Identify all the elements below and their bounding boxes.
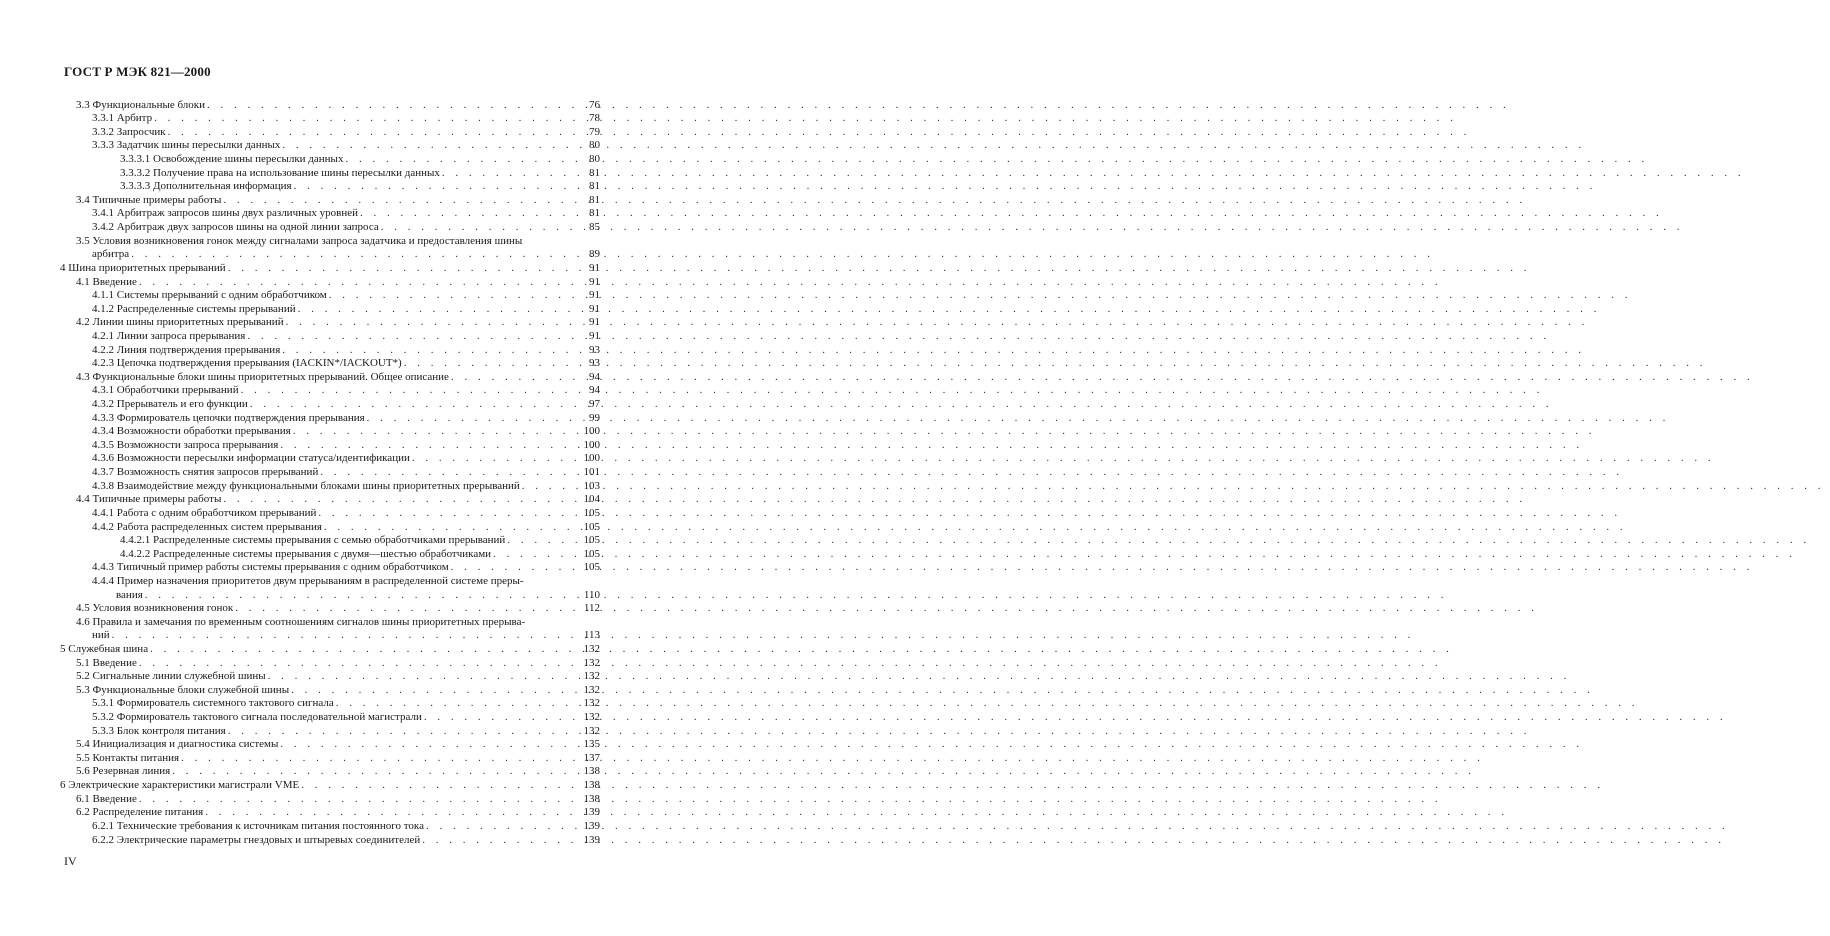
toc-entry-label: 6.2.2 Электрические параметры гнездовых и штыревых соединителей <box>92 833 421 846</box>
toc-leader-dots <box>367 412 576 425</box>
toc-entry <box>60 493 600 507</box>
toc-entry-label: 4.4.2.1 Распределенные системы прерывания с семью обработчиками прерываний <box>120 534 506 547</box>
toc-leader-dots <box>298 303 576 316</box>
toc-leader-dots <box>329 289 576 302</box>
toc-entry-label: 5.5 Контакты питания <box>76 751 180 764</box>
toc-entry <box>60 248 600 262</box>
toc-entry-label: 3.3.3.2 Получение права на использование шины пересылки данных <box>120 166 440 179</box>
toc-entry <box>60 139 600 153</box>
toc-entry <box>60 710 600 724</box>
toc-entry-page: 91 <box>589 289 600 302</box>
toc-entry-page: 93 <box>589 357 600 370</box>
toc-entry-page: 138 <box>583 779 600 792</box>
toc-entry-label: 5.3.1 Формирователь системного тактового сигнала <box>92 697 334 710</box>
toc-entry <box>60 724 600 738</box>
toc-entry-page: 132 <box>583 697 600 710</box>
toc-leader-dots <box>282 344 576 357</box>
toc-leader-dots <box>235 602 576 615</box>
toc-entry-label: 5.1 Введение <box>76 656 137 669</box>
toc-leader-dots <box>241 384 576 397</box>
toc-entry-page: 105 <box>583 547 600 560</box>
toc-leader-dots <box>280 738 576 751</box>
toc-leader-dots <box>291 684 576 697</box>
toc-leader-dots <box>404 357 576 370</box>
toc-leader-dots <box>301 779 576 792</box>
toc-entry-page: 132 <box>583 642 600 655</box>
toc-entry <box>60 370 600 384</box>
toc-entry-label: 5 Служебная шина <box>60 642 149 655</box>
document-header: ГОСТ Р МЭК 821—2000 <box>64 64 211 79</box>
toc-entry <box>60 397 600 411</box>
toc-entry-label: 5.2 Сигнальные линии служебной шины <box>76 670 266 683</box>
toc-entry <box>60 833 600 847</box>
toc-entry-page: 139 <box>583 833 600 846</box>
toc-entry-page: 76 <box>589 98 600 111</box>
toc-entry <box>60 425 600 439</box>
toc-leader-dots <box>139 793 576 806</box>
toc-entry-label: 4.2.1 Линии запроса прерывания <box>92 329 246 342</box>
toc-entry <box>60 697 600 711</box>
toc-leader-dots <box>318 507 576 520</box>
toc-leader-dots <box>493 548 576 561</box>
toc-entry-page: 132 <box>583 670 600 683</box>
toc-entry-page: 99 <box>589 411 600 424</box>
toc-entry-page: 78 <box>589 112 600 125</box>
toc-entry-page: 81 <box>589 193 600 206</box>
toc-entry-label: 4.2 Линии шины приоритетных прерываний <box>76 316 284 329</box>
toc-leader-dots <box>282 139 576 152</box>
toc-entry-label: 4.1.1 Системы прерываний с одним обработчиком <box>92 289 327 302</box>
toc-entry-label: 4.3.8 Взаимодействие между функциональными блоками шины приоритетных прерываний <box>92 479 520 492</box>
toc-entry-label: вания <box>116 588 143 601</box>
toc-entry-label: 5.3.3 Блок контроля питания <box>92 724 226 737</box>
toc-entry-page: 132 <box>583 656 600 669</box>
toc-entry <box>60 751 600 765</box>
toc-entry-page: 80 <box>589 153 600 166</box>
toc-entry-page: 81 <box>589 166 600 179</box>
toc-leader-dots <box>112 629 576 642</box>
toc-entry-label: 4 Шина приоритетных прерываний <box>60 261 226 274</box>
toc-entry-label: ний <box>92 629 110 642</box>
toc-entry-label: 4.4.2 Работа распределенных систем прерывания <box>92 520 322 533</box>
toc-entry-label: 4.4.3 Типичный пример работы системы прерывания с одним обработчиком <box>92 561 449 574</box>
toc-entry-page: 79 <box>589 125 600 138</box>
toc-entry-label: 3.3.1 Арбитр <box>92 112 153 125</box>
toc-entry-label: 3.3.3.1 Освобождение шины пересылки данных <box>120 153 344 166</box>
toc-entry-label: 4.2.2 Линия подтверждения прерывания <box>92 343 281 356</box>
toc-entry <box>60 384 600 398</box>
toc-leader-dots <box>131 248 576 261</box>
toc-entry-label: 3.3 Функциональные блоки <box>76 98 206 111</box>
toc-entry <box>60 534 600 548</box>
toc-leader-dots <box>181 752 576 765</box>
toc-entry <box>60 642 600 656</box>
toc-entry <box>60 588 600 602</box>
toc-leader-dots <box>145 589 576 602</box>
toc-entry <box>60 452 600 466</box>
toc-entry <box>60 656 600 670</box>
toc-leader-dots <box>293 425 576 438</box>
toc-leader-dots <box>286 316 576 329</box>
toc-entry-label: 3.4.2 Арбитраж двух запросов шины на одной линии запроса <box>92 221 379 234</box>
toc-entry <box>60 792 600 806</box>
toc-entry-label: 3.3.3 Задатчик шины пересылки данных <box>92 139 281 152</box>
toc-entry <box>60 289 600 303</box>
toc-entry-label: 3.4.1 Арбитраж запросов шины двух различных уровней <box>92 207 358 220</box>
toc-entry <box>60 547 600 561</box>
toc-entry <box>60 112 600 126</box>
toc-entry-label: 6.2 Распределение питания <box>76 806 204 819</box>
toc-entry <box>60 193 600 207</box>
toc-entry-label: 6.2.1 Технические требования к источникам питания постоянного тока <box>92 819 424 832</box>
toc-entry <box>60 125 600 139</box>
toc-entry-page: 91 <box>589 316 600 329</box>
toc-leader-dots <box>205 806 576 819</box>
page-number-footer: IV <box>64 854 77 868</box>
toc-entry <box>60 411 600 425</box>
toc-entry <box>60 207 600 221</box>
toc-entry-page: 91 <box>589 329 600 342</box>
toc-entry-page: 105 <box>583 506 600 519</box>
toc-entry <box>60 765 600 779</box>
toc-entry <box>60 506 600 520</box>
toc-leader-dots <box>172 765 576 778</box>
toc-entry <box>60 438 600 452</box>
toc-entry <box>60 520 600 534</box>
toc-leader-dots <box>522 480 576 493</box>
toc-entry <box>60 275 600 289</box>
toc-entry <box>60 234 600 248</box>
toc-entry <box>60 574 600 588</box>
toc-leader-dots <box>320 466 576 479</box>
toc-entry <box>60 465 600 479</box>
toc-entry-label: 4.2.3 Цепочка подтверждения прерывания (IACKIN*/IACKOUT*) <box>92 357 402 370</box>
toc-leader-dots <box>168 126 576 139</box>
toc-entry-label: 4.5 Условия возникновения гонок <box>76 602 234 615</box>
toc-leader-dots <box>250 398 576 411</box>
toc-entry <box>60 316 600 330</box>
toc-entry-page: 105 <box>583 561 600 574</box>
toc-entry-page: 138 <box>583 792 600 805</box>
toc-entry-page: 105 <box>583 534 600 547</box>
toc-entry-page: 89 <box>589 248 600 261</box>
toc-entry-label: 4.4 Типичные примеры работы <box>76 493 222 506</box>
toc-entry-label: 4.6 Правила и замечания по временным соотношениям сигналов шины приоритетных прерыва- <box>76 615 526 628</box>
toc-entry-label: 4.3.7 Возможность снятия запросов прерываний <box>92 466 319 479</box>
toc-entry-page: 132 <box>583 724 600 737</box>
toc-entry <box>60 261 600 275</box>
toc-entry-page: 105 <box>583 520 600 533</box>
toc-entry-page: 91 <box>589 302 600 315</box>
toc-entry-label: 6 Электрические характеристики магистрали VME <box>60 779 300 792</box>
toc-entry <box>60 166 600 180</box>
toc-entry <box>60 806 600 820</box>
toc-leader-dots <box>294 180 576 193</box>
toc-leader-dots <box>324 521 576 534</box>
toc-entry-page: 91 <box>589 261 600 274</box>
toc-entry-page: 112 <box>583 602 600 615</box>
toc-entry-page: 110 <box>583 588 600 601</box>
toc-entry-label: 6.1 Введение <box>76 792 137 805</box>
toc-entry <box>60 180 600 194</box>
toc-entry-label: 5.3.2 Формирователь тактового сигнала последовательной магистрали <box>92 711 422 724</box>
toc-entry-page: 100 <box>583 438 600 451</box>
toc-leader-dots <box>247 330 576 343</box>
toc-entry-label: 4.3.5 Возможности запроса прерывания <box>92 438 279 451</box>
toc-entry <box>60 220 600 234</box>
toc-entry-label: 4.4.1 Работа с одним обработчиком прерываний <box>92 506 317 519</box>
toc-entry <box>60 561 600 575</box>
toc-entry <box>60 329 600 343</box>
toc-entry-page: 139 <box>583 819 600 832</box>
toc-leader-dots <box>280 439 576 452</box>
toc-entry <box>60 343 600 357</box>
toc-entry <box>60 302 600 316</box>
toc-entry-label: арбитра <box>92 248 130 261</box>
toc-entry-page: 91 <box>589 275 600 288</box>
toc-entry-label: 4.3.3 Формирователь цепочки подтверждения прерывания <box>92 411 365 424</box>
toc-entry-page: 80 <box>589 139 600 152</box>
toc-entry-label: 4.3.2 Прерыватель и его функции <box>92 398 248 411</box>
toc-leader-dots <box>223 194 576 207</box>
toc-entry-page: 93 <box>589 343 600 356</box>
toc-leader-dots <box>336 697 576 710</box>
toc-leader-dots <box>426 820 576 833</box>
toc-entry-page: 101 <box>583 466 600 479</box>
toc-entry <box>60 670 600 684</box>
toc-leader-dots <box>223 493 576 506</box>
toc-entry-page: 100 <box>583 452 600 465</box>
toc-entry-page: 103 <box>583 479 600 492</box>
toc-leader-dots <box>381 221 576 234</box>
toc-entry-label: 4.1.2 Распределенные системы прерываний <box>92 302 296 315</box>
toc-entry-page: 94 <box>589 370 600 383</box>
toc-entry-label: 4.4.4 Пример назначения приоритетов двум прерываниям в распределенной системе преры- <box>92 574 524 587</box>
toc-leader-dots <box>150 643 576 656</box>
toc-entry-page: 104 <box>583 493 600 506</box>
toc-leader-dots <box>451 561 576 574</box>
toc-entry <box>60 357 600 371</box>
toc-entry-label: 3.3.2 Запросчик <box>92 125 166 138</box>
toc-entry <box>60 615 600 629</box>
toc-entry-page: 81 <box>589 207 600 220</box>
toc-entry-page: 135 <box>583 738 600 751</box>
toc-entry-page: 132 <box>583 683 600 696</box>
toc-entry <box>60 98 600 112</box>
toc-entry-page: 85 <box>589 221 600 234</box>
toc-entry-page: 139 <box>583 806 600 819</box>
table-of-contents <box>60 98 600 847</box>
toc-leader-dots <box>139 657 576 670</box>
toc-leader-dots <box>507 534 576 547</box>
toc-entry-label: 5.6 Резервная линия <box>76 765 171 778</box>
toc-entry-label: 3.5 Условия возникновения гонок между сигналами запроса задатчика и предоставления шины <box>76 234 523 247</box>
toc-entry-label: 4.4.2.2 Распределенные системы прерывания с двумя—шестью обработчиками <box>120 547 492 560</box>
toc-entry-page: 94 <box>589 384 600 397</box>
toc-entry-page: 113 <box>583 629 600 642</box>
toc-entry-page: 81 <box>589 180 600 193</box>
toc-leader-dots <box>451 371 576 384</box>
toc-leader-dots <box>424 711 576 724</box>
toc-entry-label: 4.3.6 Возможности пересылки информации статуса/идентификации <box>92 452 410 465</box>
toc-entry-label: 3.4 Типичные примеры работы <box>76 193 222 206</box>
toc-leader-dots <box>268 670 576 683</box>
toc-leader-dots <box>360 207 576 220</box>
toc-leader-dots <box>228 725 576 738</box>
toc-entry <box>60 738 600 752</box>
toc-entry-label: 4.3.4 Возможности обработки прерывания <box>92 425 291 438</box>
toc-entry-page: 100 <box>583 425 600 438</box>
toc-entry-label: 4.1 Введение <box>76 275 137 288</box>
toc-entry <box>60 629 600 643</box>
toc-leader-dots <box>207 99 576 112</box>
toc-entry-label: 5.4 Инициализация и диагностика системы <box>76 738 279 751</box>
toc-entry <box>60 152 600 166</box>
toc-leader-dots <box>412 452 576 465</box>
toc-entry-page: 132 <box>583 711 600 724</box>
toc-entry <box>60 778 600 792</box>
toc-leader-dots <box>442 167 576 180</box>
toc-entry-label: 4.3.1 Обработчики прерываний <box>92 384 239 397</box>
toc-entry <box>60 479 600 493</box>
toc-leader-dots <box>154 112 576 125</box>
toc-entry-page: 97 <box>589 398 600 411</box>
toc-entry <box>60 683 600 697</box>
toc-entry-page: 138 <box>583 765 600 778</box>
toc-entry-page: 137 <box>583 751 600 764</box>
toc-leader-dots <box>422 834 576 847</box>
toc-entry-label: 5.3 Функциональные блоки служебной шины <box>76 683 290 696</box>
toc-entry-label: 4.3 Функциональные блоки шины приоритетных прерываний. Общее описание <box>76 370 449 383</box>
toc-leader-dots <box>228 262 576 275</box>
toc-entry <box>60 602 600 616</box>
toc-leader-dots <box>345 153 576 166</box>
toc-entry-label: 3.3.3.3 Дополнительная информация <box>120 180 292 193</box>
toc-entry <box>60 819 600 833</box>
toc-leader-dots <box>139 276 576 289</box>
